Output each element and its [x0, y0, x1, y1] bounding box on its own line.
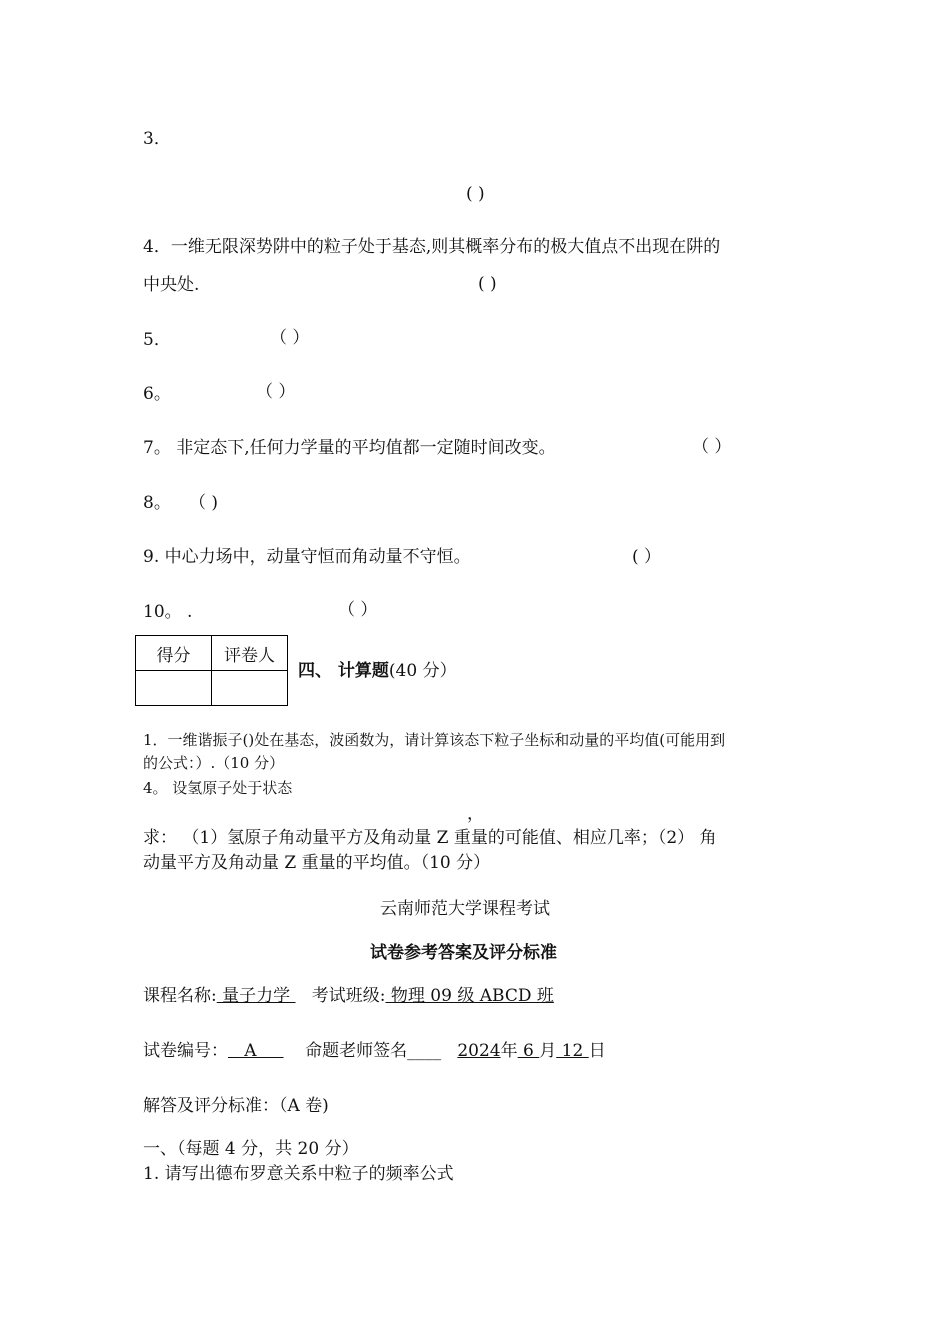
calc-req-line2: 动量平方及角动量 Z 重量的平均值。（10 分）	[143, 853, 491, 873]
q7-text: 非定态下,任何力学量的平均值都一定随时间改变。	[176, 438, 556, 458]
q9-line	[143, 546, 471, 568]
calc-q4: 4。 设氢原子处于状态	[143, 779, 293, 797]
q4-label: 4．	[143, 237, 171, 257]
answer-q1: 1. 请写出德布罗意关系中粒子的频率公式	[143, 1164, 454, 1184]
q6-paren: （ ）	[256, 382, 296, 402]
grader-cell	[212, 671, 288, 706]
grader-header: 评卷人	[212, 636, 288, 671]
course-value: 量子力学	[216, 986, 296, 1006]
q7-label: 7。	[143, 438, 171, 458]
exam-day: 12	[556, 1041, 589, 1061]
q4-paren: ( )	[478, 274, 497, 294]
score-cell	[136, 671, 212, 706]
exam-year: 2024	[457, 1041, 501, 1061]
q9-label: 9.	[143, 547, 160, 567]
q10-label: 10。 .	[143, 602, 193, 622]
scoring-standard: 解答及评分标准：（A 卷)	[143, 1096, 329, 1116]
q3-label: 3．	[143, 129, 171, 149]
section4-heading	[298, 660, 457, 682]
exam-month: 6	[517, 1041, 540, 1061]
paper-label: 试卷编号：	[143, 1041, 228, 1061]
part1-heading: 一、（每题 4 分，共 20 分）	[143, 1139, 359, 1159]
q7-paren: （ ）	[692, 437, 732, 457]
q5-label: 5．	[143, 330, 171, 350]
day-unit: 日	[588, 1041, 606, 1061]
q8-paren: （ )	[189, 493, 219, 513]
q5-paren: （ ）	[270, 328, 310, 348]
q4-line	[143, 236, 720, 258]
section4-title: 四、 计算题	[298, 661, 389, 681]
course-label: 课程名称:	[143, 986, 217, 1006]
calc-comma: ，	[467, 804, 484, 824]
q4-line2: 中央处.	[143, 275, 200, 295]
calc-q1-line2: 的公式：）.（10 分）	[143, 754, 285, 772]
score-table	[135, 635, 288, 706]
score-header: 得分	[136, 636, 212, 671]
q9-text: 中心力场中，动量守恒而角动量不守恒。	[164, 547, 471, 567]
month-unit: 月	[539, 1041, 557, 1061]
calc-req-line1: 求： （1）氢原子角动量平方及角动量 Z 重量的可能值、相应几率；（2） 角	[143, 828, 717, 848]
q3-paren: ( )	[466, 184, 485, 204]
calc-q1-line1: 1．一维谐振子()处在基态，波函数为，请计算该态下粒子坐标和动量的平均值(可能用到	[143, 731, 726, 749]
section4-points: (40 分）	[388, 661, 457, 681]
year-unit: 年	[500, 1041, 518, 1061]
course-line	[143, 985, 554, 1007]
q6-label: 6。	[143, 384, 171, 404]
answer-title: 试卷参考答案及评分标准	[370, 943, 557, 963]
teacher-blank: ____	[407, 1041, 442, 1061]
paper-value: A	[228, 1041, 284, 1061]
teacher-label: 命题老师签名	[305, 1041, 408, 1061]
q10-paren: （ ）	[338, 600, 378, 620]
paper-line	[143, 1040, 606, 1062]
q9-paren: ( ）	[632, 547, 662, 567]
university-title: 云南师范大学课程考试	[380, 899, 550, 919]
class-label: 考试班级:	[311, 986, 386, 1006]
class-value: 物理 09 级 ABCD 班	[385, 986, 554, 1006]
q7-line	[143, 437, 556, 459]
q8-label: 8。	[143, 493, 171, 513]
q4-text: 一维无限深势阱中的粒子处于基态,则其概率分布的极大值点不出现在阱的	[170, 237, 721, 257]
